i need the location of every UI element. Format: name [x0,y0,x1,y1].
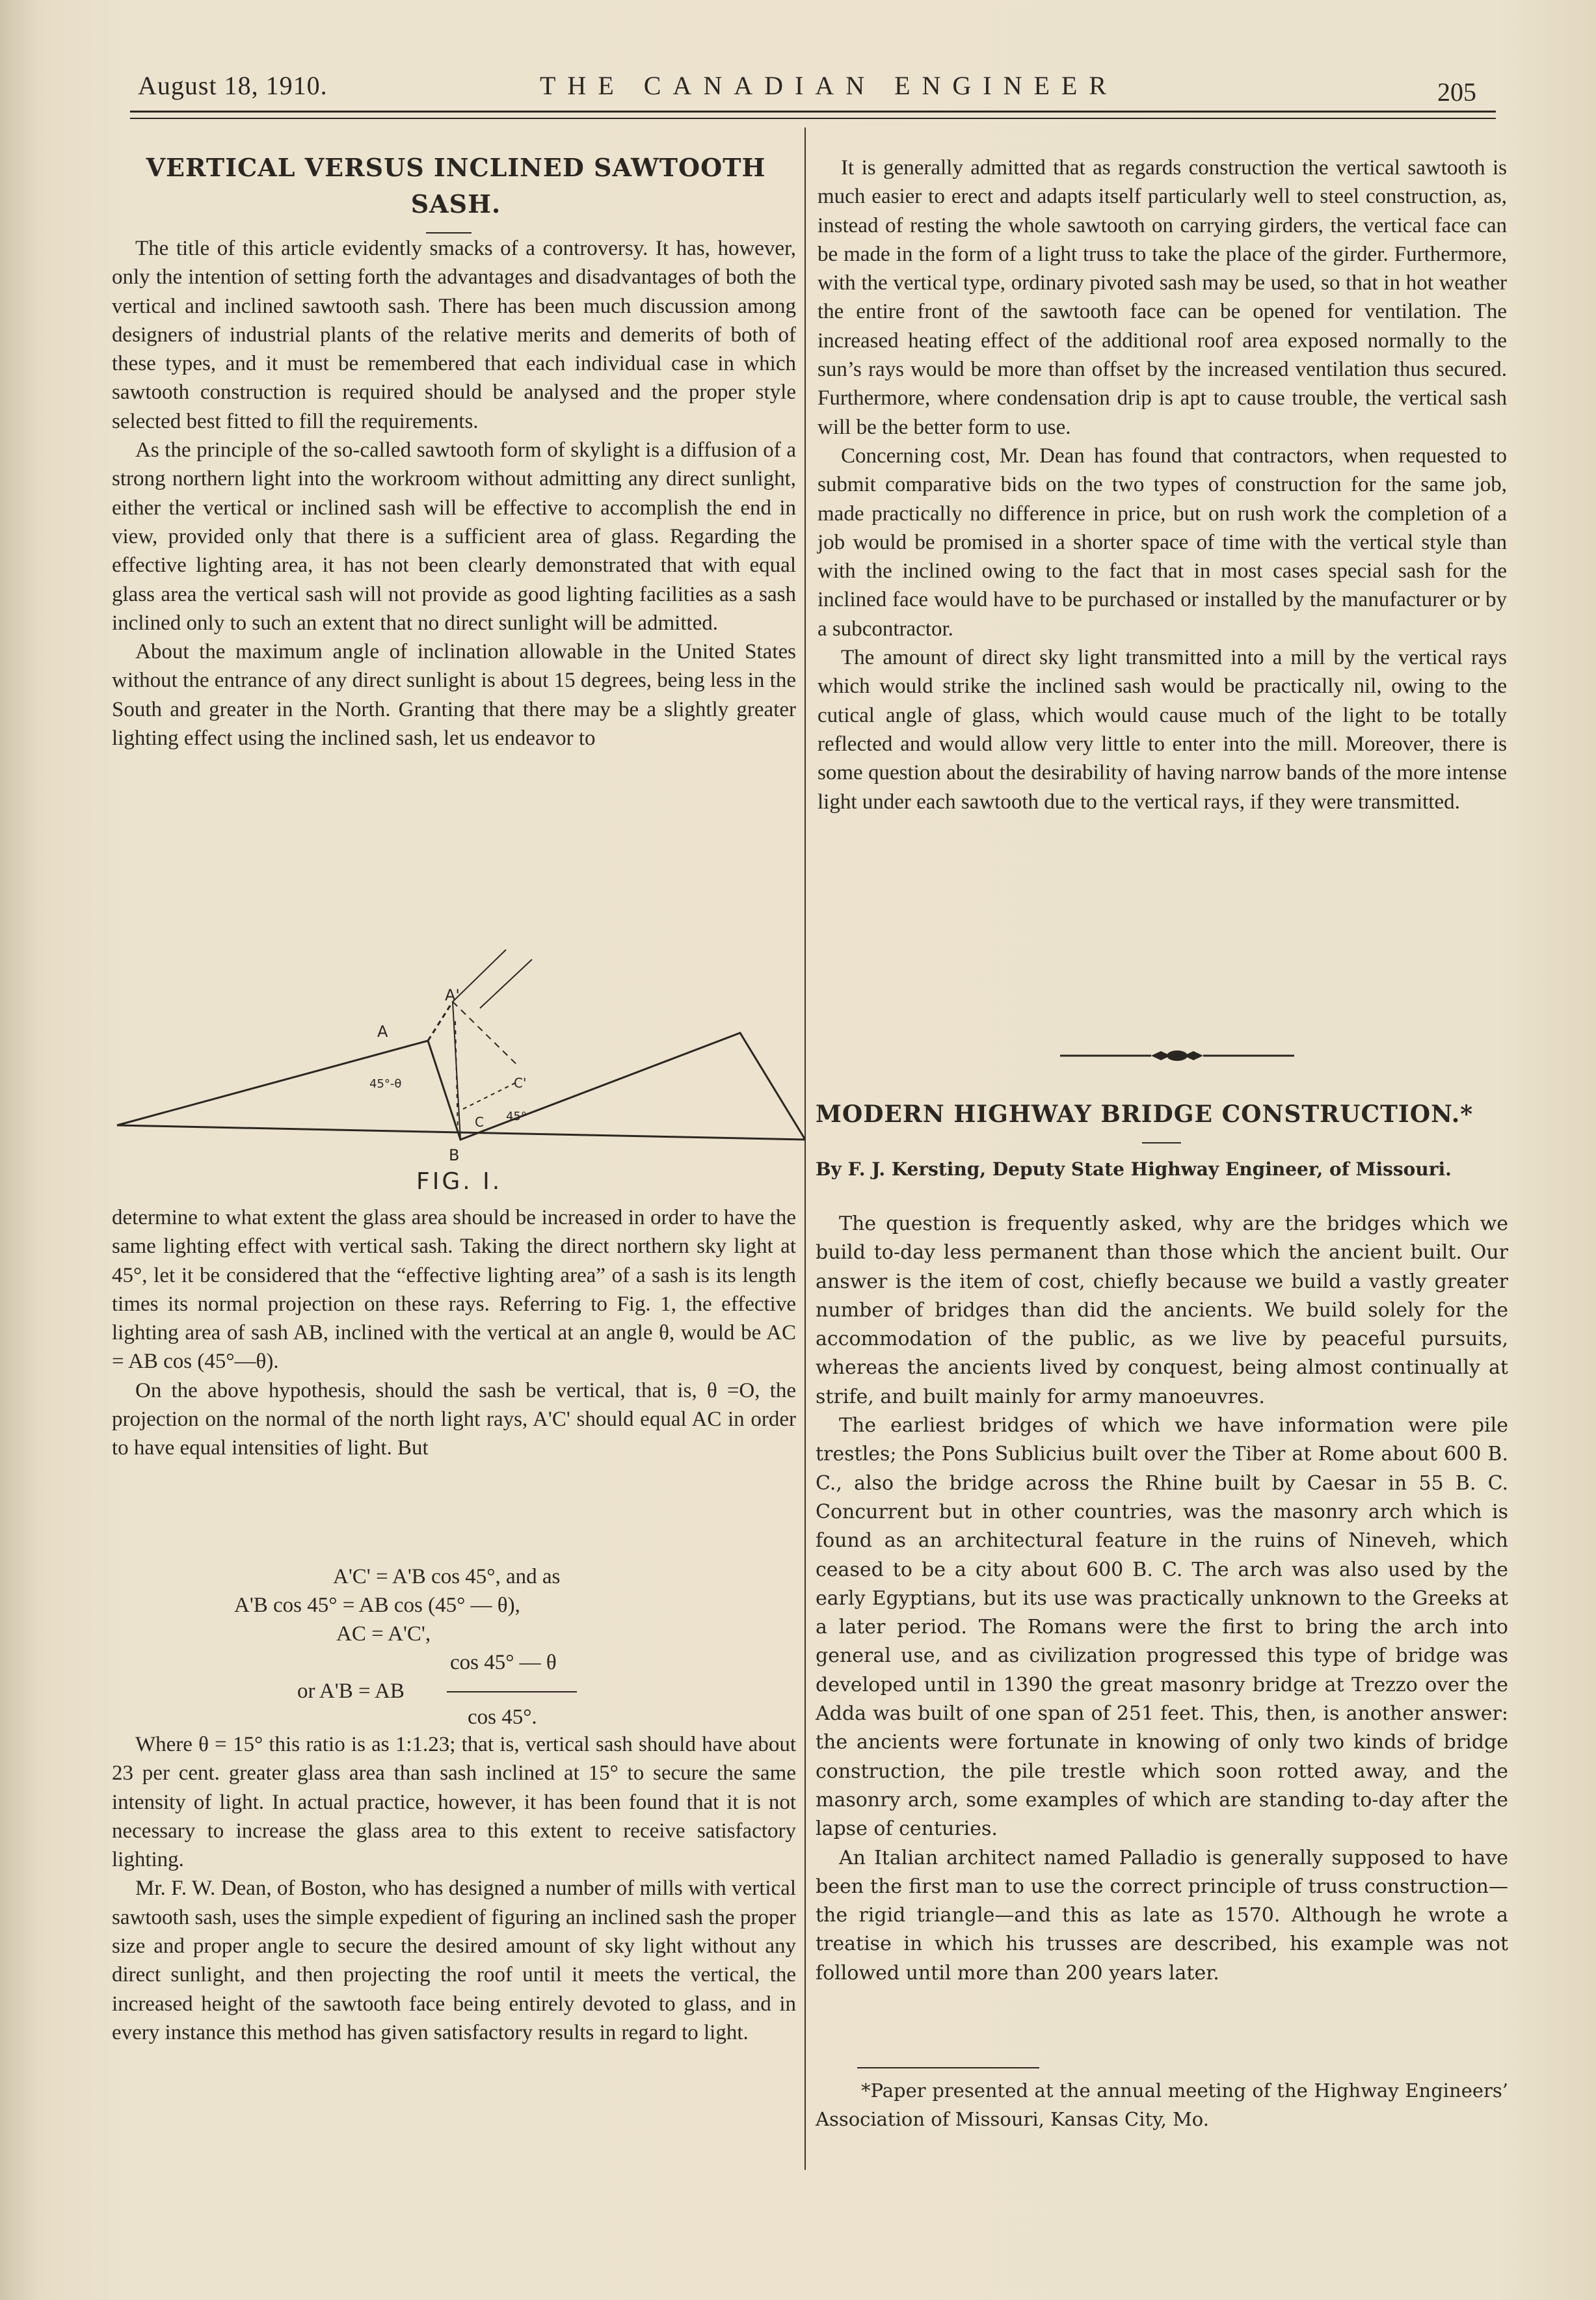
article1-right-text [818,154,1507,816]
paragraph: The earliest bridges of which we have information were pile trestles; the Pons Sublicius built over the Tiber at Rome about 600 B. C., also the bridge across the Rhine built by Caesar in 55 B. C. Concurrent but in other countries, was the masonry arch which is found as an architectural feature in the ruins of Nineveh, which ceased to be a city about 600 B. C. The arch was also used by the early Egyptians, but its use was practically unknown to the Greeks at a later period. The Romans were the first to bring the arch into general use, and as civilization progressed this type of bridge was developed until in 1390 the great masonry bridge at Trezzo over the Adda was built of one span of 251 feet. This, then, is another answer: the ancients were fortunate in knowing of only two kinds of bridge construction, the pile trestle which soon rotted away, and the masonry arch, some examples of which are standing to-day after the lapse of centuries. [816,1414,1508,1841]
label-B: B [449,1146,460,1164]
journal-title: THE CANADIAN ENGINEER [540,71,1119,100]
label-angle-45-theta: 45°-θ [369,1077,402,1091]
paragraph: About the maximum angle of inclination allowable in the United States without the entrance of any direct sunlight is about 15 degrees, being less in the South and greater in the North. Granting that there may be a slightly greater lighting effect using the inclined sash, let us endeavor to [112,640,796,751]
paragraph: The amount of direct sky light transmitted into a mill by the vertical rays which would strike the inclined sash would be practically nil, owing to the cutical angle of glass, which would cause much of the light to be totally reflected and would allow very little to enter into the mill. Moreover, there is some question about the desirability of having narrow bands of the more intense light under each sawtooth due to the vertical rays, if they were transmitted. [818,646,1507,814]
article2-text [816,1210,1508,1988]
paragraph: On the above hypothesis, should the sash be vertical, that is, θ =O, the projection on the normal of the north light rays, A'C' should equal AC in order to have equal intensities of light. But [112,1378,796,1460]
article1-left-text-3 [112,1730,796,2047]
equation-4-denominator: cos 45°. [468,1705,537,1729]
sawtooth-profile [117,1033,805,1140]
article-title-bridge: MODERN HIGHWAY BRIDGE CONSTRUCTION.* [816,1101,1474,1128]
paragraph: Mr. F. W. Dean, of Boston, who has designed a number of mills with vertical sawtooth sash, uses the simple expedient of figuring an inclined sash the proper size and proper angle to secure the desired amount of sky light without any direct sunlight, and then projecting the roof until it meets the vertical, the increased height of the sawtooth face being entirely devoted to glass, and in every instance this method has given satisfactory results in regard to light. [112,1877,796,2044]
paragraph: Where θ = 15° this ratio is as 1:1.23; that is, vertical sash should have about 23 per cent. greater glass area than sash inclined at 15° to secure the same intensity of light. In actual practice, however, it has been found that it is not necessary to increase the glass area to this extent to receive satisfactory lighting. [112,1733,796,1872]
paragraph: The question is frequently asked, why are the bridges which we build to-day less permanent than those which the ancient built. Our answer is the item of cost, chiefly because we build a vastly greater number of bridges than did the ancients. We build solely for the accommodation of the public, as we live by peaceful pursuits, whereas the ancients lived by conquest, being almost continually at strife, and built mainly for army manoeuvres. [816,1212,1508,1408]
article1-left-text-1 [112,234,796,753]
ornament-divider [1060,1046,1294,1065]
figure-sawtooth-diagram [116,937,805,1197]
figure-caption: FIG. I. [416,1168,503,1195]
normal-line [453,1002,519,1067]
paragraph: An Italian architect named Palladio is generally supposed to have been the first man to use the correct principle of truss construction—the rigid triangle—and this as late as 1570. Although he wrote a treatise in which his trusses are described, his example was not followed until more than 200 years later. [816,1846,1508,1985]
label-A: A [377,1023,388,1041]
paragraph: The title of this article evidently smacks of a controversy. It has, however, only the intention of setting forth the advantages and disadvantages of both the vertical and inclined sawtooth sash. There has been much discussion among designers of industrial plants of the relative merits and demerits of both of these types, and it must be remembered that each individual case in which sawtooth construction is required should be analysed and the proper style selected best fitted to fill the requirements. [112,237,796,433]
byline: By F. J. Kersting, Deputy State Highway Engineer, of Missouri. [816,1158,1452,1180]
ray-line-3 [463,1081,519,1109]
equation-3: AC = A'C', [336,1622,431,1646]
article1-left-text-2 [112,1203,796,1463]
label-angle-45: 45° [506,1110,527,1123]
projection-line [428,1002,453,1041]
equation-2: A'B cos 45° = AB cos (45° — θ), [234,1594,520,1617]
title-rule [426,232,472,234]
label-A-prime: A' [445,986,460,1004]
header-rule [130,111,1496,113]
header-rule-thin [130,118,1496,119]
footnote-rule [857,2067,1039,2068]
paragraph: Concerning cost, Mr. Dean has found that contractors, when requested to submit comparative bids on the two types of construction for the same job, made practically no difference in price, but on rush work the completion of a job would be promised in a shorter space of time with the vertical style than with the inclined owing to the fact that in most cases special sash for the inclined face would have to be purchased or installed by the manufacturer or by a subcontractor. [818,444,1507,641]
paragraph: As the principle of the so-called sawtooth form of skylight is a diffusion of a strong northern light into the workroom without admitting any direct sunlight, either the vertical or inclined sash will be effective to accomplish the end in view, provided only that there is a sufficient area of glass. Regarding the effective lighting area, it has not been clearly demonstrated that with equal glass area the vertical sash will not provide as good lighting facilities as a sash inclined only to such an extent that no direct sunlight will be admitted. [112,438,796,635]
page-number: 205 [1437,77,1476,107]
article-title-sawtooth: VERTICAL VERSUS INCLINED SAWTOOTH SASH. [146,153,766,219]
ray-line-1 [453,950,506,1002]
paragraph: It is generally admitted that as regards construction the vertical sawtooth is much easier to erect and adapts itself particularly well to steel construction, as, instead of resting the whole sawtooth on carrying girders, the vertical face can be made in the form of a light truss to take the place of the girder. Furthermore, with the vertical type, ordinary pivoted sash may be used, so that in hot weather the entire front of the sawtooth face can be opened for ventilation. The increased heating effect of the additional roof area exposed normally to the sun’s rays would be more than offset by the increased ventilation thus secured. Furthermore, where condensation drip is apt to cause trouble, the vertical sash will be the better form to use. [818,156,1507,439]
equation-4-lhs: or A'B = AB [297,1679,405,1703]
label-C-prime: C' [514,1075,527,1091]
issue-date: August 18, 1910. [138,71,328,100]
paragraph: determine to what extent the glass area should be increased in order to have the same lighting effect with vertical sash. Taking the direct northern sky light at 45°, let it be considered that the “effective lighting area” of a sash is its length times its normal projection on these rays. Referring to Fig. 1, the effective lighting area of sash AB, inclined with the vertical at an angle θ, would be AC = AB cos (45°—θ). [112,1206,796,1374]
fraction-bar [447,1691,577,1692]
footnote [816,2076,1508,2133]
title-rule [1142,1142,1181,1143]
footnote-text: *Paper presented at the annual meeting of the Highway Engineers’ Association of Missouri, Kansas City, Mo. [816,2079,1508,2130]
equation-1: A'C' = A'B cos 45°, and as [333,1565,561,1588]
label-C: C [475,1114,484,1130]
equation-4-numerator: cos 45° — θ [450,1651,557,1674]
